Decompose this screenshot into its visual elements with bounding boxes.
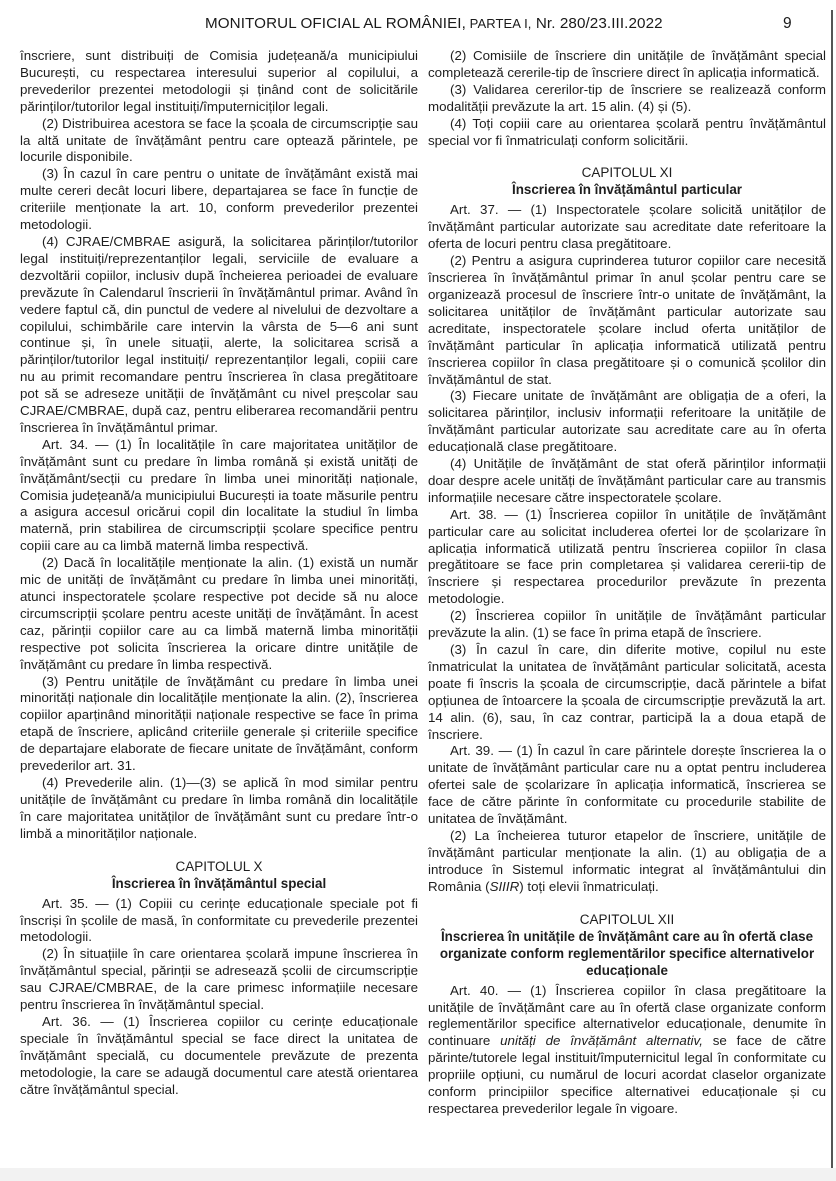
paragraph-art33-4: (4) CJRAE/CMBRAE asigură, la solicitarea părinților/tutorilor legal instituiți/reprezentanților legali, serviciile de evaluare a dezvoltării copiilor, inclusiv după încheierea perioadei de evaluare prevăzute în Calendarul înscrierii în învățământul primar. Având în vedere faptul că, din punctul de vedere al nivelului de dezvoltare a copilului, schimbările care intervin la vârsta de 5—6 ani sunt continue și, în unele situații, alerte, la solicitarea scrisă a părinților/tutorilor legal instituiți/ reprezentanților legali, copiii care nu au primit recomandare pentru înscrierea în clasa pregătitoare pot să se adreseze unității de învățământ cu nivel preșcolar sau CJRAE/CMBRAE, după caz, pentru eliberarea recomandării pentru înscrierea în învățământul primar. (20, 233, 418, 435)
gazette-issue: Nr. 280/23.III.2022 (531, 15, 663, 32)
paragraph-art34-4: (4) Prevederile alin. (1)—(3) se aplică în mod similar pentru unitățile de învățământ cu predare în limba română din localitățile în care majoritatea unităților de învățământ sunt cu predare într-o limbă a minorităților naționale. (20, 774, 418, 841)
paragraph-art35-1: Art. 35. — (1) Copiii cu cerințe educaționale speciale pot fi înscriși în școlile de masă, în conformitate cu prevederile prezentei metodologii. (20, 895, 418, 945)
paragraph-art36-3: (3) Validarea cererilor-tip de înscriere se realizează conform modalității prevăzute la art. 15 alin. (4) și (5). (428, 81, 826, 114)
paragraph-art34-1: Art. 34. — (1) În localitățile în care majoritatea unităților de învățământ sunt cu predare în limba română și există unități de învățământ/secții cu predare în limba unei minorități naționale, Comisia județeană/a municipiului București ia toate măsurile pentru a asigura accesul oricărui copil din localitate la studiul în limba maternă, prin stabilirea de circumscripții școlare specifice pentru copiii care au ca limbă maternă limba respectivă. (20, 436, 418, 554)
paragraph-art35-2: (2) În situațiile în care orientarea școlară impune înscrierea în învățământul special, părinții se adresează școlii de circumscripție sau CJRAE/CMBRAE, de la care primesc informațiile necesare pentru înscrierea în învățământul special. (20, 946, 418, 1013)
right-column (428, 48, 826, 1118)
page-number: 9 (783, 15, 792, 32)
chapter-xi-heading: CAPITOLUL XI (581, 165, 673, 181)
page-bottom-shadow (0, 1168, 836, 1181)
chapter-xi-title: Înscrierea în învățământul particular (512, 182, 742, 198)
paragraph-art39-2 (428, 828, 826, 896)
paragraph-art37-4: (4) Unitățile de învățământ de stat oferă părinților informații doar despre acele unități de învățământ particular care au transmis informațiile necesare către inspectoratele școlare. (428, 456, 826, 505)
paragraph-art37-1: Art. 37. — (1) Inspectoratele școlare solicită unităților de învățământ particular autorizate sau acreditate date referitoare la oferta de locuri pentru clasa pregătitoare. (428, 202, 826, 252)
chapter-xii-heading: CAPITOLUL XII (579, 911, 675, 927)
paragraph-art39-1: Art. 39. — (1) În cazul în care părintele dorește înscrierea la o unitate de învățământ particular care nu a optat pentru includerea ofertei sale de școlarizare în aplicația informatică, înscrierea se face de către părinte în conformitate cu procedurile stabilite de unitatea de învățământ. (428, 743, 826, 827)
paragraph-art37-3: (3) Fiecare unitate de învățământ are obligația de a oferi, la solicitarea părinților, inclusiv informații referitoare la unitățile de învățământ particular autorizate sau acreditate care au în oferta educațională clase pregătitoare. (428, 388, 826, 455)
paragraph-art33-2: (2) Distribuirea acestora se face la școala de circumscripție sau la altă unitate de învățământ pentru care optează părintele, pe locurile disponibile. (20, 115, 418, 165)
chapter-x-heading: CAPITOLUL X (175, 858, 263, 874)
paragraph-art40-1 (428, 983, 826, 1118)
gazette-title (205, 15, 663, 32)
siiir-acronym: SIIIR (489, 878, 520, 894)
art40-1-text-end: se face de către părinte/tutorele legal instituit/împuternicitul legal în conformitate cu propriile opțiuni, cu numărul de locuri acordat claselor organizate conform principiilor specifice alternativei educaționale și cu respectarea prevederilor legale în vigoare. (428, 1033, 827, 1116)
paragraph-art36-4: (4) Toți copiii care au orientarea școlară pentru învățământul special vor fi înmatriculați conform solicitării. (428, 115, 826, 148)
paragraph-art38-1: Art. 38. — (1) Înscrierea copiilor în unitățile de învățământ particular care au solicitat includerea ofertei lor de școlarizare în aplicația informatică utilizată pentru înscrierea copiilor în clasa pregătitoare se face prin completarea și validarea cererii-tip de înscriere și respectarea procedurilor prevăzute în prezenta metodologie. (428, 506, 826, 607)
paragraph-art37-2: (2) Pentru a asigura cuprinderea tuturor copiilor care necesită înscrierea în învățământul primar în anul școlar pentru care se organizează procesul de înscriere într-o unitate de învățământ, la solicitarea unităților de învățământ particular autorizate sau acreditate, inspectoratele școlare includ oferta unităților de învățământ particular în aplicația informatică utilizată pentru înscrierea copiilor în clasa pregătitoare și o comunică școlilor din învățământul de stat. (428, 253, 826, 387)
paragraph-art33-3: (3) În cazul în care pentru o unitate de învățământ există mai multe cereri decât locuri libere, departajarea se face în funcție de criteriile menționate la art. 10, conform prevederilor prezentei metodologii. (20, 166, 418, 233)
gazette-name: MONITORUL OFICIAL AL ROMÂNIEI, (205, 15, 466, 32)
paragraph-art38-2: (2) Înscrierea copiilor în unitățile de învățământ particular prevăzute la alin. (1) se face în prima etapă de înscriere. (428, 608, 826, 641)
art39-2-text-end: ) toți elevii înmatriculați. (519, 878, 659, 894)
paragraph-art38-3: (3) În cazul în care, din diferite motive, copilul nu este înmatriculat la unitatea de învățământ particular solicitată, acesta poate fi înscris la școala de circumscripție, dacă părintele a bifat opțiunea de întoarcere la școala de circumscripție prevăzută la art. 14 alin. (6), sau, în caz contrar, participă la a doua etapă de înscriere. (428, 642, 826, 742)
chapter-xii-title: Înscrierea în unitățile de învățământ care au în ofertă clase organizate conform reglementărilor specifice alternativelor educaționale (439, 928, 815, 978)
paragraph-continued: înscriere, sunt distribuiți de Comisia județeană/a municipiului București, cu respectarea interesului superior al copilului, a prevederilor prezentei metodologii și ținând cont de solicitările părinților/tutorilor legal instituiți/împuterniciților legali. (20, 48, 418, 114)
left-column (20, 48, 418, 1098)
gazette-part: PARTEA I, (465, 16, 532, 31)
paragraph-art34-2: (2) Dacă în localitățile menționate la alin. (1) există un număr mic de unități de învățământ cu predare în limba unei minorități, atunci inspectoratele școlare respective pot decide să nu aloce circumscripții școlare pentru aceste unități de învățământ. În acest caz, părinții copiilor care au ca limbă maternă limba minorității respective pot solicita înscrierea la oricare dintre unitățile de învățământ cu predare în limba respectivă. (20, 555, 418, 672)
alternative-units-term: unități de învățământ alternativ, (500, 1033, 703, 1049)
paragraph-art34-3: (3) Pentru unitățile de învățământ cu predare în limba unei minorități naționale din localitățile menționate la alin. (2), înscrierea copiilor aparținând minorității naționale respective se face în prima etapă de înscriere, aplicând criteriile generale și criteriile specifice de departajare elaborate de fiecare unitate de învățământ, conform prevederilor art. 31. (20, 673, 418, 774)
page-header (0, 15, 836, 39)
page-edge-line (831, 10, 833, 1170)
art40-1-text: Art. 40. — (1) Înscrierea copiilor în clasa pregătitoare la unitățile de învățământ care au în ofertă clase organizate conform reglementărilor specifice alternativelor educaționale, denumite în continuare (428, 982, 826, 1049)
art39-2-text: (2) La încheierea tuturor etapelor de înscriere, unitățile de învățământ particular menționate la alin. (1) au obligația de a introduce în Sistemul informatic integrat al învățământului din România ( (428, 827, 826, 894)
chapter-x-title: Înscrierea în învățământul special (111, 875, 327, 891)
paragraph-art36-2: (2) Comisiile de înscriere din unitățile de învățământ special completează cererile-tip de înscriere direct în aplicația informatică. (428, 48, 826, 80)
paragraph-art36-1: Art. 36. — (1) Înscrierea copiilor cu cerințe educaționale speciale în învățământul special se face direct la unitatea de învățământ specială, cu documentele prevăzute de prezenta metodologie, la care se adaugă documentul care atestă orientarea către învățământul special. (20, 1013, 418, 1097)
